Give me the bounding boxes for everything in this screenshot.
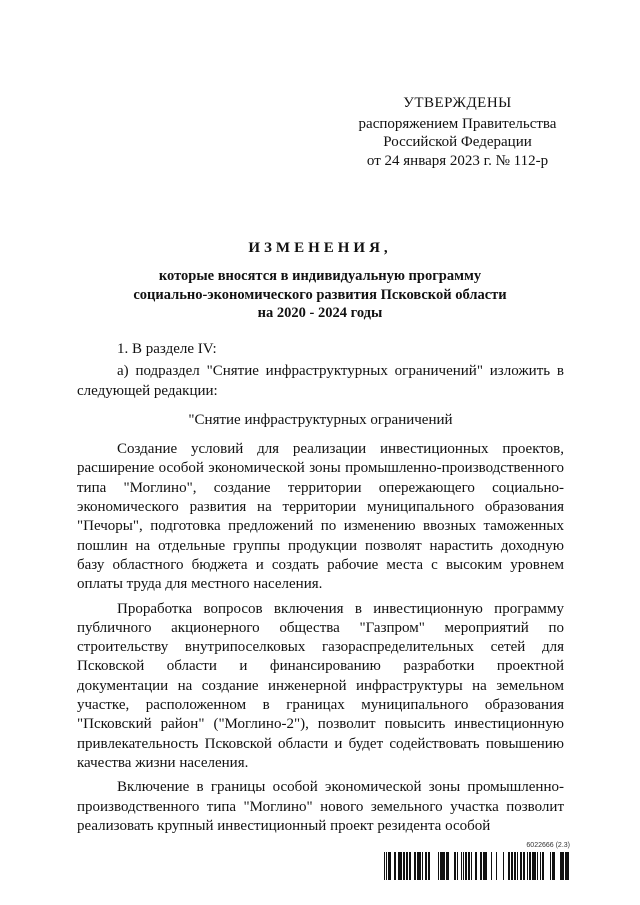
approval-title: УТВЕРЖДЕНЫ: [403, 95, 512, 111]
subsection-title: "Снятие инфраструктурных ограничений: [188, 411, 453, 428]
document-barcode: [384, 842, 570, 882]
barcode-number: 6022666 (2.3): [526, 842, 570, 849]
approval-line-3: от 24 января 2023 г. № 112-р: [366, 152, 549, 169]
document-subtitle-line-1: которые вносятся в индивидуальную программу: [158, 268, 482, 284]
document-subtitle-line-3: на 2020 - 2024 годы: [257, 305, 383, 321]
paragraph-conditions: Создание условий для реализации инвестиционных проектов, расширение особой экономической зоны промышленно-производственного типа "Моглино", создание территории опережающего социально-экономического развития на территории муниципального образования "Печоры", подготовка предложений по изменению ввозных таможенных пошлин на отдельные группы продукции позволят нарастить доходную базу областного бюджета и создать рабочие места с высоким уровнем оплаты труда для местного населения.: [77, 441, 564, 593]
document-title: ИЗМЕНЕНИЯ,: [248, 240, 392, 256]
paragraph-gazprom: Проработка вопросов включения в инвестиционную программу публичного акционерного общества "Газпром" мероприятий по строительству внутрипоселковых газораспределительных сетей для Псковской области и финансированию разработки проектной документации на создание инженерной инфраструктуры на земельном участке, расположенном в границах муниципального образования "Псковский район" ("Моглино-2"), позволит повысить инвестиционную привлекательность Псковской области и будет содействовать повышению качества жизни населения.: [77, 600, 564, 771]
approval-line-1: распоряжением Правительства: [358, 115, 557, 132]
paragraph-subsection-a: а) подраздел "Снятие инфраструктурных ограничений" изложить в следующей редакции:: [77, 363, 564, 399]
barcode-icon: [384, 852, 570, 880]
document-subtitle-line-2: социально-экономического развития Псковской области: [133, 286, 507, 303]
approval-line-2: Российской Федерации: [383, 134, 532, 150]
document-body: [77, 340, 564, 836]
approval-block: [340, 94, 575, 170]
paragraph-moglino: Включение в границы особой экономической зоны промышленно-производственного типа "Моглино" нового земельного участка позволит реализовать крупный инвестиционный проект резидента особой: [77, 779, 564, 834]
paragraph-section: 1. В разделе IV:: [117, 341, 217, 357]
document-heading: [80, 240, 560, 323]
